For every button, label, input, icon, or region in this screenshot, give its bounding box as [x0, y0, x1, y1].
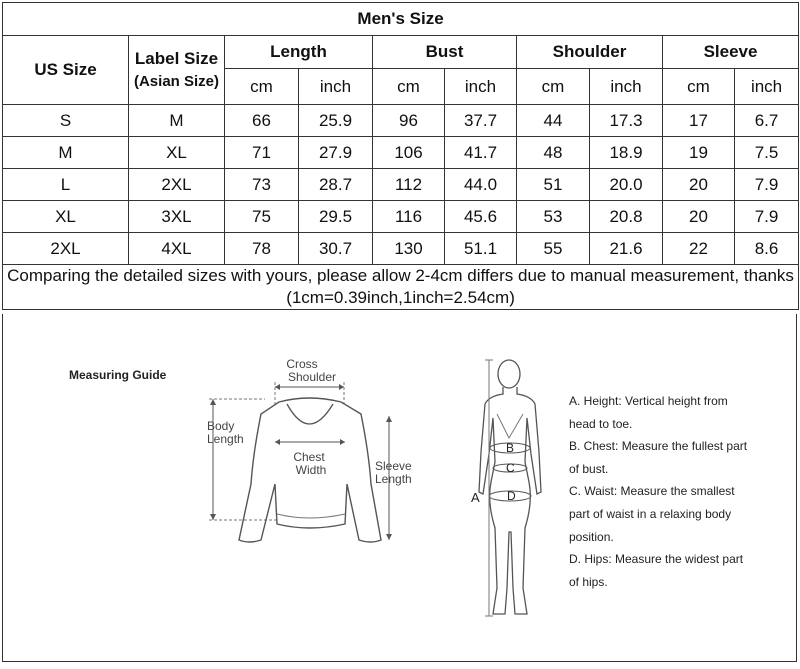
cell-bust-cm: 96: [373, 105, 445, 137]
label-body-length-1: Body: [207, 419, 235, 433]
cell-shoulder-in: 20.8: [590, 201, 663, 233]
cell-bust-cm: 112: [373, 169, 445, 201]
unit-cm: cm: [373, 69, 445, 105]
cell-sleeve-in: 7.9: [735, 169, 799, 201]
label-chest-width-1: Chest: [293, 450, 325, 464]
cell-bust-cm: 106: [373, 137, 445, 169]
size-table: [2, 2, 799, 310]
cell-sleeve-cm: 20: [663, 201, 735, 233]
unit-cm: cm: [225, 69, 299, 105]
table-title: Men's Size: [3, 3, 799, 36]
cell-shoulder-cm: 53: [517, 201, 590, 233]
cell-sleeve-cm: 19: [663, 137, 735, 169]
shirt-diagram: [199, 354, 429, 554]
cell-length-cm: 66: [225, 105, 299, 137]
legend-line: of bust.: [569, 461, 609, 476]
cell-sleeve-cm: 17: [663, 105, 735, 137]
header-label-size-sub: (Asian Size): [133, 72, 220, 90]
legend-line: B. Chest: Measure the fullest part: [569, 439, 748, 454]
legend-line: C. Waist: Measure the smallest: [569, 484, 735, 499]
header-shoulder: Shoulder: [517, 36, 663, 69]
cell-label: 4XL: [129, 233, 225, 265]
cell-us: L: [3, 169, 129, 201]
label-sleeve-length-2: Length: [375, 472, 412, 486]
body-figure-diagram: [465, 352, 565, 632]
cell-shoulder-in: 17.3: [590, 105, 663, 137]
cell-shoulder-cm: 55: [517, 233, 590, 265]
label-cross-shoulder-1: Cross: [286, 357, 318, 371]
cell-shoulder-in: 18.9: [590, 137, 663, 169]
legend-line: head to toe.: [569, 416, 633, 431]
cell-us: 2XL: [3, 233, 129, 265]
cell-us: XL: [3, 201, 129, 233]
cell-bust-cm: 130: [373, 233, 445, 265]
cell-us: M: [3, 137, 129, 169]
legend-line: A. Height: Vertical height from: [569, 394, 728, 408]
legend-line: part of waist in a relaxing body: [569, 506, 732, 521]
cell-bust-in: 37.7: [445, 105, 517, 137]
label-b: B: [506, 441, 515, 455]
table-row: [3, 201, 799, 233]
cell-label: M: [129, 105, 225, 137]
cell-length-in: 27.9: [299, 137, 373, 169]
label-body-length-2: Length: [207, 432, 244, 446]
cell-length-cm: 75: [225, 201, 299, 233]
cell-shoulder-cm: 51: [517, 169, 590, 201]
cell-sleeve-in: 8.6: [735, 233, 799, 265]
cell-length-cm: 73: [225, 169, 299, 201]
cell-bust-in: 45.6: [445, 201, 517, 233]
cell-length-cm: 78: [225, 233, 299, 265]
cell-sleeve-cm: 22: [663, 233, 735, 265]
unit-cm: cm: [517, 69, 590, 105]
cell-us: S: [3, 105, 129, 137]
unit-inch: inch: [735, 69, 799, 105]
cell-length-in: 29.5: [299, 201, 373, 233]
cell-shoulder-cm: 44: [517, 105, 590, 137]
cell-sleeve-cm: 20: [663, 169, 735, 201]
cell-shoulder-cm: 48: [517, 137, 590, 169]
cell-label: 2XL: [129, 169, 225, 201]
cell-label: XL: [129, 137, 225, 169]
cell-length-in: 30.7: [299, 233, 373, 265]
cell-sleeve-in: 6.7: [735, 105, 799, 137]
header-label-size: [129, 36, 225, 105]
label-cross-shoulder-2: Shoulder: [287, 370, 337, 384]
unit-cm: cm: [663, 69, 735, 105]
measurement-legend: [569, 390, 789, 593]
cell-length-in: 25.9: [299, 105, 373, 137]
cell-shoulder-in: 20.0: [590, 169, 663, 201]
legend-line: position.: [569, 529, 614, 544]
header-sleeve: Sleeve: [663, 36, 799, 69]
header-label-size-text: Label Size: [134, 48, 219, 68]
measuring-guide: [2, 314, 797, 662]
header-bust: Bust: [373, 36, 517, 69]
table-row: [3, 137, 799, 169]
cell-shoulder-in: 21.6: [590, 233, 663, 265]
cell-length-cm: 71: [225, 137, 299, 169]
table-row: [3, 105, 799, 137]
table-row: [3, 169, 799, 201]
legend-line: of hips.: [569, 574, 608, 589]
cell-bust-cm: 116: [373, 201, 445, 233]
cell-sleeve-in: 7.5: [735, 137, 799, 169]
legend-line: D. Hips: Measure the widest part: [569, 552, 744, 567]
cell-bust-in: 51.1: [445, 233, 517, 265]
cell-label: 3XL: [129, 201, 225, 233]
label-d: D: [507, 489, 516, 503]
header-us-size: US Size: [3, 36, 129, 105]
cell-sleeve-in: 7.9: [735, 201, 799, 233]
label-c: C: [506, 461, 515, 475]
cell-bust-in: 44.0: [445, 169, 517, 201]
label-chest-width-2: Width: [295, 463, 327, 477]
table-row: [3, 233, 799, 265]
label-sleeve-length-1: Sleeve: [375, 459, 412, 473]
unit-inch: inch: [590, 69, 663, 105]
unit-inch: inch: [299, 69, 373, 105]
label-a: A: [471, 490, 480, 505]
measurement-note: Comparing the detailed sizes with yours, please allow 2-4cm differs due to manual measurement, thanks (1cm=0.39inch,1inch=2.54cm): [3, 265, 799, 310]
guide-title: Measuring Guide: [69, 368, 167, 382]
header-length: Length: [225, 36, 373, 69]
cell-bust-in: 41.7: [445, 137, 517, 169]
unit-inch: inch: [445, 69, 517, 105]
cell-length-in: 28.7: [299, 169, 373, 201]
